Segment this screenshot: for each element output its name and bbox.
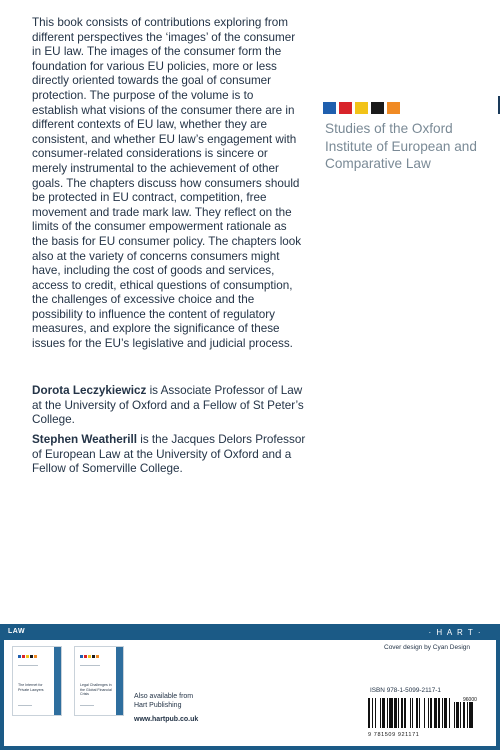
series-block — [371, 102, 384, 114]
isbn-barcode — [368, 698, 484, 734]
author-name: Dorota Leczykiewicz — [32, 384, 147, 397]
series-title: Studies of the Oxford Institute of European and Comparative Law — [325, 121, 477, 171]
author-bio-2 — [32, 433, 307, 477]
related-book-cover-2 — [74, 646, 124, 716]
back-cover-blurb: This book consists of contributions exploring from different perspectives the ‘images’ of the consumer in EU law. The images of the consumer form the foundation for various EU policies, more or less directly oriented towards the goal of consumer protection. The purpose of the volume is to establish what visions of the consumer there are in different contexts of EU law, whether they are consistent, and whether EU law’s engagement with consumer-related considerations is sincere or merely instrumental to the achievement of other goals. The chapters discuss how consumers should be protected in EU contract, competition, free movement and trade mark law. They reflect on the limits of the consumer empowerment rationale as the basis for EU consumer policy. The chapters look also at the variety of concerns consumers might have, including the cost of goods and services, access to credit, ethical questions of consumption, the challenges of excessive choice and the possibility to influence the content of regulatory measures, and explore the significance of these issues for the EU’s legislative and judicial process. — [32, 16, 302, 351]
mini-series-blocks — [18, 655, 37, 658]
cover-spine-bar — [116, 647, 123, 715]
barcode-bar — [469, 702, 473, 728]
barcode-number: 9 781509 921171 — [368, 732, 420, 738]
related-book-title: The Internet for Private Lawyers — [18, 683, 44, 692]
isbn-label: ISBN 978-1-5099-2117-1 — [370, 687, 441, 694]
cover-design-credit: Cover design by Cyan Design — [384, 644, 470, 651]
author-bio-1 — [32, 384, 307, 428]
footer-panel — [4, 640, 496, 746]
also-available-text: Also available from Hart Publishing — [134, 693, 194, 709]
publisher-website[interactable]: www.hartpub.co.uk — [134, 716, 199, 723]
footer-band — [0, 624, 500, 750]
cover-rule — [80, 665, 100, 666]
publisher-logo: · H A R T · — [428, 628, 482, 637]
price-addon-number: 96000 — [463, 697, 477, 703]
author-bio-text: is Associate Professor of Law at the University of Oxford and a Fellow of St Peter’s College. — [32, 384, 304, 427]
cover-spine-bar — [54, 647, 61, 715]
series-block — [387, 102, 400, 114]
author-bio-text: is the Jacques Delors Professor of European Law at the University of Oxford and a Fellow of Somerville College. — [32, 433, 306, 476]
series-block — [339, 102, 352, 114]
series-color-blocks — [323, 102, 400, 114]
related-book-title: Legal Challenges in the Global Financial Crisis — [80, 683, 112, 697]
cover-rule — [18, 705, 32, 706]
series-block — [355, 102, 368, 114]
cover-rule — [18, 665, 38, 666]
series-block — [323, 102, 336, 114]
mini-series-blocks — [80, 655, 99, 658]
author-name: Stephen Weatherill — [32, 433, 137, 446]
cover-rule — [80, 705, 94, 706]
category-label: LAW — [8, 628, 26, 635]
related-book-cover-1 — [12, 646, 62, 716]
